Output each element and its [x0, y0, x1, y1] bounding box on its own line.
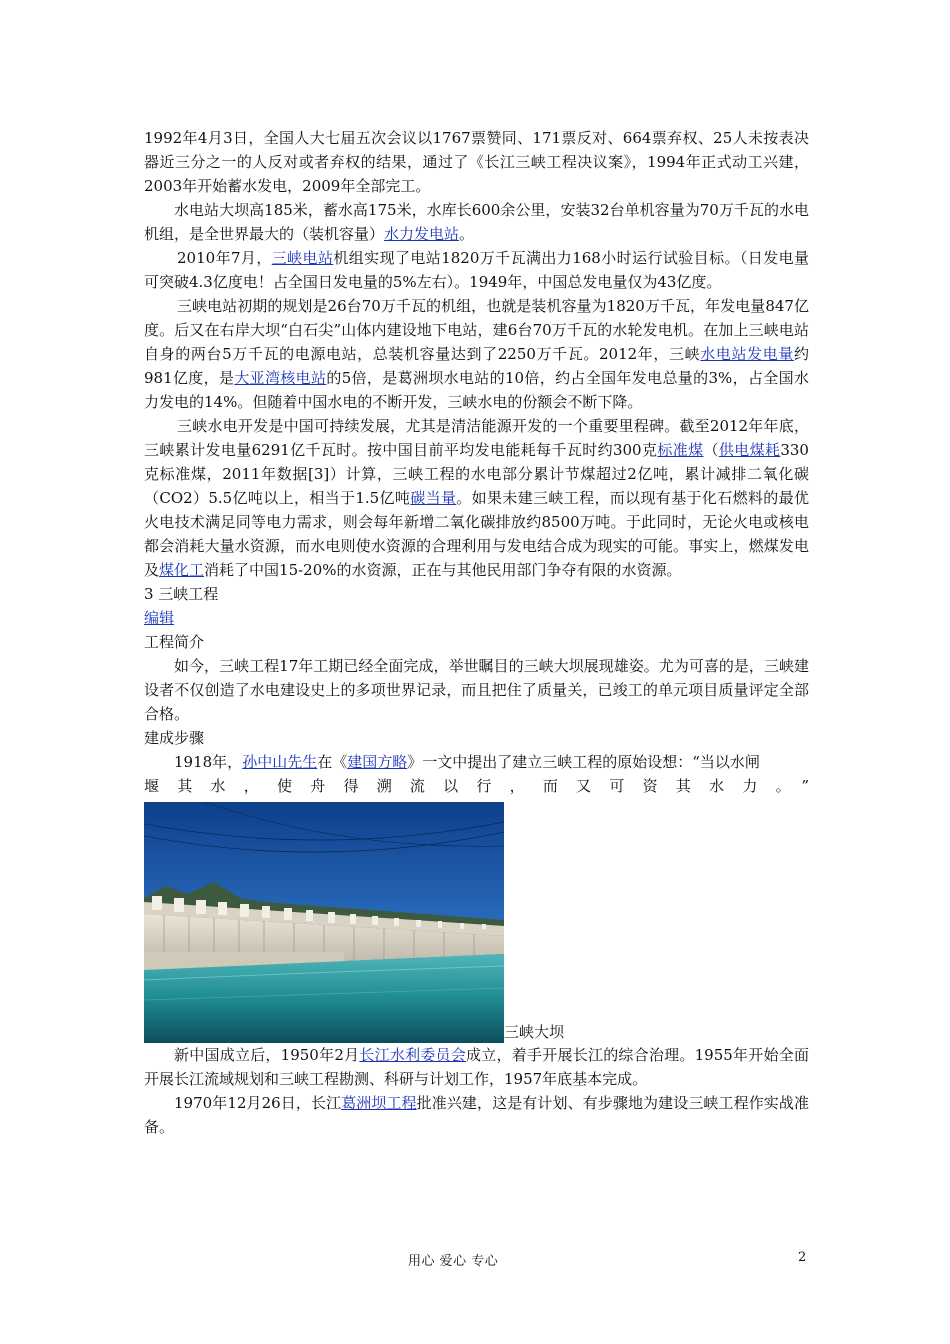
- paragraph-1918-line2: 堰其水，使舟得溯流以行，而又可资其水力。”: [144, 777, 809, 795]
- dam-photo: [144, 802, 504, 1043]
- text: 消耗了中国15-20%的水资源，正在与其他民用部门争夺有限的水资源。: [204, 561, 682, 579]
- paragraph-dam-specs: [144, 198, 809, 246]
- link-sun-yat-sen[interactable]: 孙中山先生: [242, 753, 318, 771]
- text: 水电站大坝高185米，蓄水高175米，水库长600余公里，安装32台单机容量为70万千瓦的水电机组，是全世界最大的（装机容量）: [144, 201, 809, 243]
- link-gezhouba[interactable]: 葛洲坝工程: [341, 1094, 417, 1112]
- paragraph-1950: [144, 1043, 809, 1091]
- heading-project-intro: 工程简介: [144, 633, 205, 651]
- paragraph-1992: 1992年4月3日，全国人大七届五次会议以1767票赞同、171票反对、664票弃权、25人未按表决器近三分之一的人反对或者弃权的结果，通过了《长江三峡工程决议案》，1994年正式动工兴建，2003年开始蓄水发电，2009年全部完工。: [144, 129, 809, 195]
- document-body: [144, 126, 809, 1139]
- paragraph-intro: 如今，三峡工程17年工期已经全面完成，举世瞩目的三峡大坝展现雄姿。尤为可喜的是，三峡建设者不仅创造了水电建设史上的多项世界记录，而且把住了质量关，已竣工的单元项目质量评定全部合格。: [144, 657, 809, 723]
- text: 机组实现了电站1820万千瓦满出力168小时运行试验目标。（日发电量可突破4.3亿度电！占全国日发电量的5%左右）。1949年，中国总发电量仅为43亿度。: [144, 249, 809, 291]
- text: 的5倍，是葛洲坝水电站的10倍，约占全国年发电总量的3%，占全国水力发电的14%。但随着中国水电的不断开发，三峡水电的份额会不断下降。: [144, 369, 809, 411]
- link-changjiang-commission[interactable]: 长江水利委员会: [359, 1046, 467, 1064]
- paragraph-clean-energy: [144, 414, 809, 582]
- text: 》一文中提出了建立三峡工程的原始设想：“当以水闸: [407, 753, 760, 771]
- text: 330克标准煤，2011年数据[3]）计算，三峡工程的水电部分累计节煤超过2亿吨，累计减排二氧化碳（CO2）5.5亿吨以上，相当于1.5亿吨: [144, 441, 809, 507]
- page-number: 2: [798, 1250, 807, 1265]
- link-coal-chemical[interactable]: 煤化工: [159, 561, 205, 579]
- text: 1970年12月26日，长江: [174, 1094, 342, 1112]
- heading-three-gorges-project: 3 三峡工程: [144, 585, 219, 603]
- text: 三峡电站初期的规划是26台70万千瓦的机组，也就是装机容量为1820万千瓦，年发电量847亿度。后又在右岸大坝“白石尖”山体内建设地下电站，建6台70万千瓦的水轮发电机。在加上三峡电站自身的两台5万千瓦的电源电站，总装机容量达到了2250万千瓦。2012年，三峡: [144, 297, 809, 363]
- text: 2010年7月，: [177, 249, 272, 267]
- text: 。: [459, 225, 475, 243]
- text: 在《: [317, 753, 348, 771]
- text: 成立，着手开展长江的综合治理。1955年开始全面开展长江流域规划和三峡工程勘测、科研与计划工作，1957年底基本完成。: [144, 1046, 810, 1088]
- edit-link[interactable]: 编辑: [144, 609, 175, 627]
- figure-dam: [144, 802, 809, 1043]
- text: （: [703, 441, 719, 459]
- text: 约981亿度，是: [144, 345, 809, 387]
- footer-motto: 用心 爱心 专心: [408, 1254, 499, 1269]
- link-hydropower-station[interactable]: 水力发电站: [384, 225, 460, 243]
- text: 批准兴建，这是有计划、有步骤地为建设三峡工程作实战准备。: [144, 1094, 809, 1136]
- image-caption: 三峡大坝: [504, 1023, 565, 1041]
- paragraph-1918: [144, 750, 809, 774]
- text: 新中国成立后，1950年2月: [174, 1046, 360, 1064]
- paragraph-2010: [144, 246, 809, 294]
- link-three-gorges-station[interactable]: 三峡电站: [271, 249, 334, 267]
- link-daya-bay[interactable]: 大亚湾核电站: [234, 369, 327, 387]
- text: 1918年，: [174, 753, 243, 771]
- paragraph-1970: [144, 1091, 809, 1139]
- link-standard-coal[interactable]: 标准煤: [657, 441, 704, 459]
- link-power-output[interactable]: 水电站发电量: [700, 345, 794, 363]
- heading-construction-steps: 建成步骤: [144, 729, 205, 747]
- link-coal-consumption[interactable]: 供电煤耗: [718, 441, 781, 459]
- link-carbon-equivalent[interactable]: 碳当量: [410, 489, 457, 507]
- text: 三峡水电开发是中国可持续发展，尤其是清洁能源开发的一个重要里程碑。截至2012年年底，三峡累计发电量6291亿千瓦时。按中国目前平均发电能耗每千瓦时约300克: [144, 417, 809, 459]
- link-jianguo-fanglue[interactable]: 建国方略: [347, 753, 408, 771]
- text: 。如果未建三峡工程，而以现有基于化石燃料的最优火电技术满足同等电力需求，则会每年新增二氧化碳排放约8500万吨。于此同时，无论火电或核电都会消耗大量水资源，而水电则使水资源的合理利用与发电结合成为现实的可能。事实上，燃煤发电及: [144, 489, 809, 579]
- paragraph-planning: [144, 294, 809, 414]
